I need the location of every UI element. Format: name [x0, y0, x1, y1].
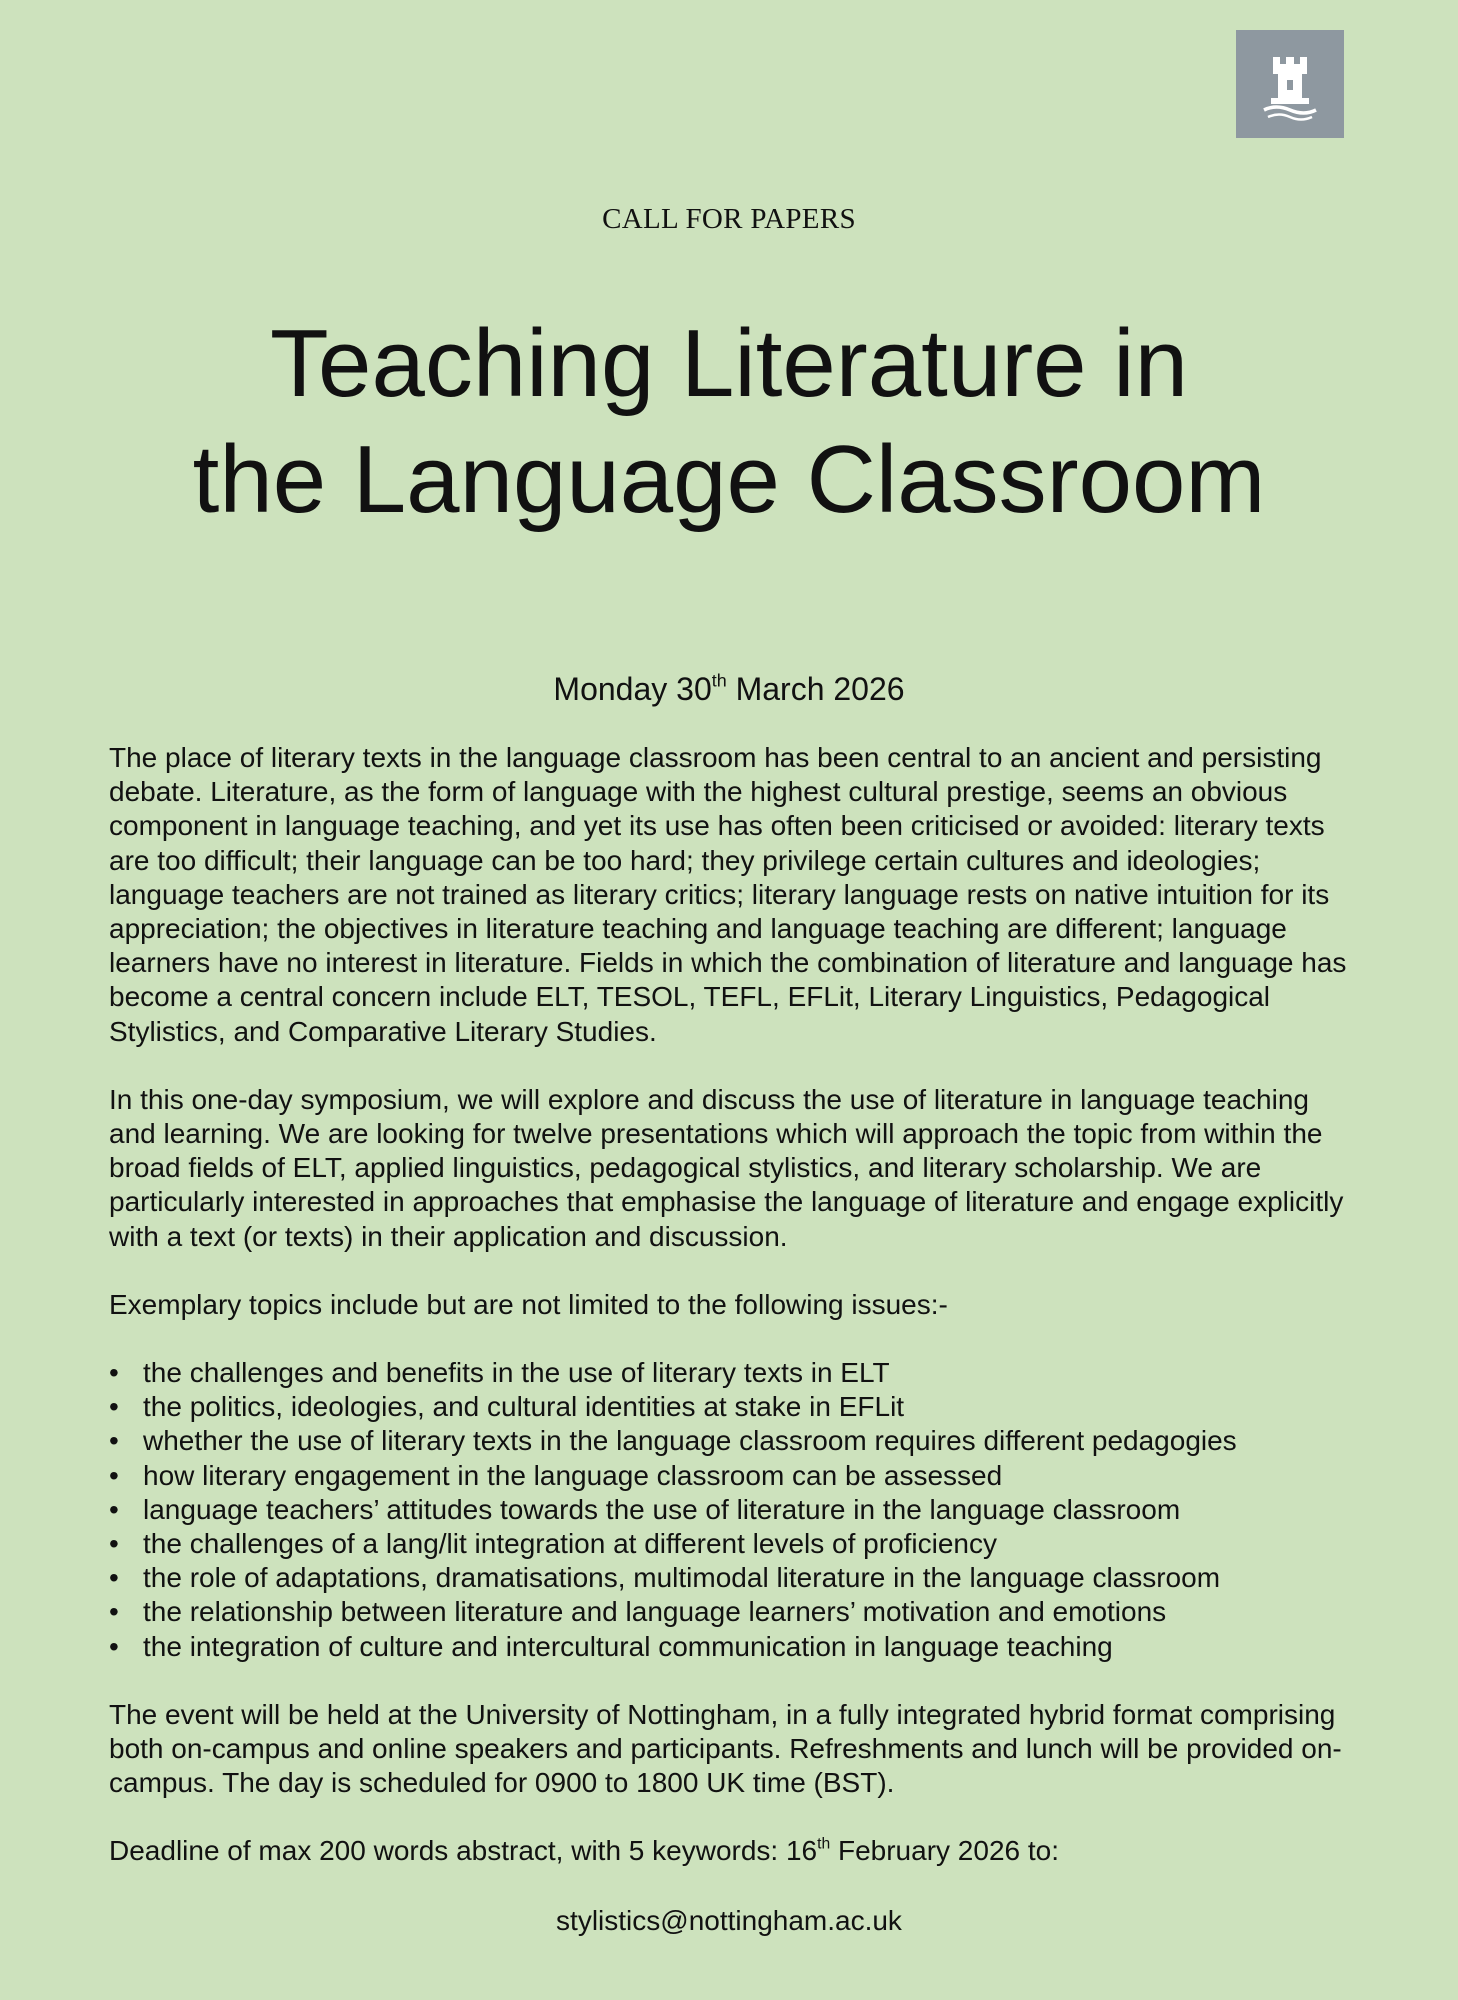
university-logo	[1236, 30, 1344, 138]
event-date	[0, 669, 1458, 709]
title-line-1: Teaching Literature in	[270, 310, 1188, 417]
title-line-2: the Language Classroom	[192, 426, 1266, 533]
event-paragraph: The event will be held at the University of Nottingham, in a fully integrated hybrid format comprising both on-campus and online speakers and participants. Refreshments and lunch will be provided on-campus. The day is scheduled for 0900 to 1800 UK time (BST).	[109, 1698, 1342, 1799]
contact-email: stylistics@nottingham.ac.uk	[556, 1905, 902, 1936]
topics-list	[109, 1356, 1359, 1664]
symposium-paragraph: In this one-day symposium, we will explore and discuss the use of literature in language teaching and learning. We are looking for twelve presentations which will approach the topic from within the broad fields of ELT, applied linguistics, pedagogical stylistics, and literary scholarship. We are particularly interested in approaches that emphasise the language of literature and engage explicitly with a text (or texts) in their application and discussion.	[109, 1083, 1344, 1252]
deadline-suffix: February 2026 to:	[830, 1835, 1060, 1867]
list-item: • how literary engagement in the language classroom can be assessed	[109, 1459, 1359, 1493]
list-item: • the politics, ideologies, and cultural identities at stake in EFLit	[109, 1390, 1359, 1424]
list-item: • the relationship between literature and language learners’ motivation and emotions	[109, 1595, 1359, 1629]
deadline-prefix: Deadline of max 200 words abstract, with 5 keywords: 16	[109, 1835, 818, 1867]
list-item: • the role of adaptations, dramatisations, multimodal literature in the language classroom	[109, 1561, 1359, 1595]
intro-paragraph: The place of literary texts in the language classroom has been central to an ancient and persisting debate. Literature, as the form of language with the highest cultural prestige, seems an obvious component in language teaching, and yet its use has often been criticised or avoided: literary texts are too difficult; their language can be too hard; they privilege certain cultures and ideologies; language teachers are not trained as literary critics; literary language rests on native intuition for its appreciation; the objectives in literature teaching and language teaching are different; language learners have no interest in literature. Fields in which the combination of literature and language has become a central concern include ELT, TESOL, TEFL, EFLit, Literary Linguistics, Pedagogical Stylistics, and Comparative Literary Studies.	[109, 742, 1347, 1047]
call-for-papers-label: CALL FOR PAPERS	[602, 203, 856, 235]
topics-intro: Exemplary topics include but are not limited to the following issues:-	[109, 1288, 948, 1320]
date-suffix: March 2026	[726, 671, 905, 707]
list-item: • the challenges and benefits in the use of literary texts in ELT	[109, 1356, 1359, 1390]
body-content	[109, 741, 1359, 1869]
list-item: • language teachers’ attitudes towards the use of literature in the language classroom	[109, 1493, 1359, 1527]
date-prefix: Monday 30	[553, 671, 712, 707]
deadline-line	[109, 1834, 1359, 1868]
list-item: • the integration of culture and intercultural communication in language teaching	[109, 1630, 1359, 1664]
list-item: • the challenges of a lang/lit integration at different levels of proficiency	[109, 1527, 1359, 1561]
university-castle-crest-icon	[1236, 30, 1344, 138]
deadline-ordinal: th	[817, 1835, 831, 1853]
date-ordinal: th	[711, 670, 727, 691]
list-item: • whether the use of literary texts in the language classroom requires different pedagogies	[109, 1424, 1359, 1458]
page-title	[0, 306, 1458, 538]
